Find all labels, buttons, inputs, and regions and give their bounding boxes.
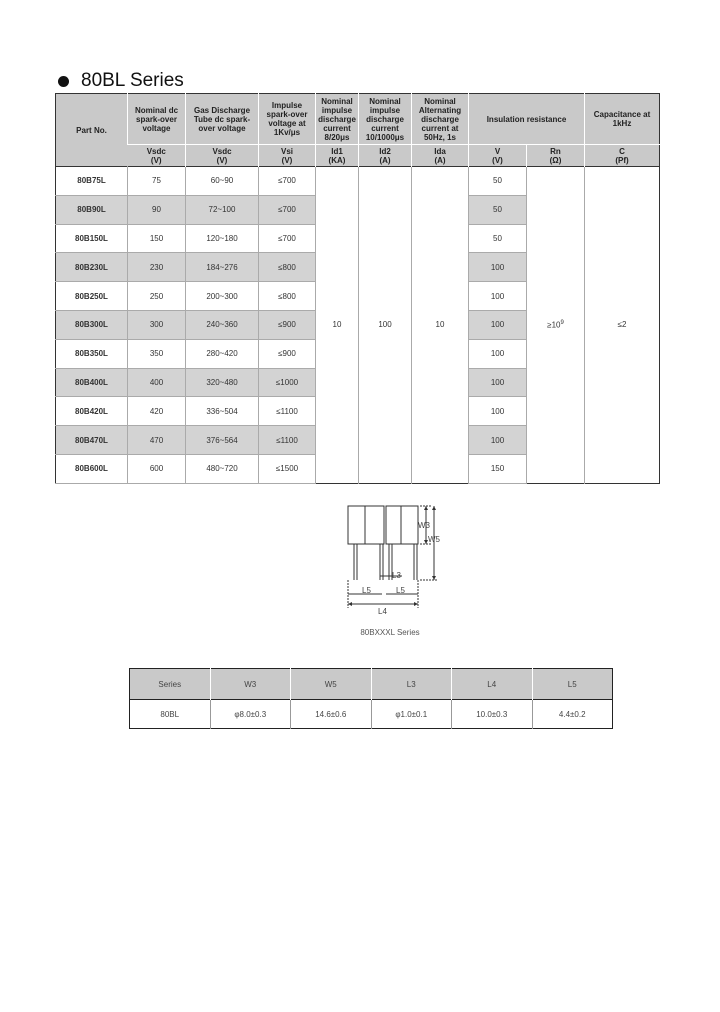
cell-impulse: ≤800 bbox=[259, 253, 316, 282]
cell-impulse: ≤700 bbox=[259, 195, 316, 224]
cell-c: ≤2 bbox=[585, 167, 660, 484]
unit-id1 bbox=[316, 145, 359, 167]
table-row bbox=[130, 700, 613, 729]
right-device-body bbox=[386, 506, 418, 544]
unit-vsdc2 bbox=[186, 145, 259, 167]
cell-v: 50 bbox=[469, 195, 527, 224]
unit-symbol: Ida bbox=[434, 146, 446, 156]
header-impulse: Impulse spark-over voltage at 1Kv/μs bbox=[259, 94, 316, 145]
header-nominal-dc: Nominal dc spark-over voltage bbox=[128, 94, 186, 145]
cell-part: 80B470L bbox=[56, 426, 128, 455]
cell-v: 100 bbox=[469, 426, 527, 455]
cell-nominal: 75 bbox=[128, 167, 186, 196]
unit-label: (Ω) bbox=[549, 155, 562, 165]
cell-part: 80B600L bbox=[56, 454, 128, 483]
cell-range: 280~420 bbox=[186, 339, 259, 368]
arrow-head bbox=[414, 602, 418, 606]
unit-symbol: Id2 bbox=[379, 146, 391, 156]
unit-symbol: Vsdc bbox=[146, 146, 166, 156]
cell-part: 80B420L bbox=[56, 397, 128, 426]
cell-range: 376~564 bbox=[186, 426, 259, 455]
unit-label: (V) bbox=[492, 155, 503, 165]
dims-header: L3 bbox=[371, 669, 452, 700]
cell-impulse: ≤800 bbox=[259, 282, 316, 311]
header-gas-discharge: Gas Discharge Tube dc spark-over voltage bbox=[186, 94, 259, 145]
cell-impulse: ≤1100 bbox=[259, 426, 316, 455]
cell-impulse: ≤1500 bbox=[259, 454, 316, 483]
dims-header: L5 bbox=[532, 669, 613, 700]
dims-cell: 14.6±0.6 bbox=[291, 700, 372, 729]
cell-nominal: 230 bbox=[128, 253, 186, 282]
header-part-no: Part No. bbox=[56, 94, 128, 167]
cell-part: 80B300L bbox=[56, 310, 128, 339]
dims-header: L4 bbox=[452, 669, 533, 700]
cell-nominal: 400 bbox=[128, 368, 186, 397]
unit-symbol: Rn bbox=[550, 146, 561, 156]
dims-header: W3 bbox=[210, 669, 291, 700]
dims-header: W5 bbox=[291, 669, 372, 700]
cell-impulse: ≤900 bbox=[259, 339, 316, 368]
cell-v: 100 bbox=[469, 310, 527, 339]
unit-id2 bbox=[359, 145, 412, 167]
unit-symbol: Vsdc bbox=[212, 146, 232, 156]
arrow-head bbox=[424, 506, 428, 510]
unit-label: (Pf) bbox=[615, 155, 629, 165]
cell-v: 100 bbox=[469, 282, 527, 311]
cell-nominal: 150 bbox=[128, 224, 186, 253]
cell-impulse: ≤700 bbox=[259, 224, 316, 253]
unit-v bbox=[469, 145, 527, 167]
unit-vsdc bbox=[128, 145, 186, 167]
arrow-head bbox=[432, 576, 436, 580]
label-l5-right: L5 bbox=[396, 586, 405, 595]
series-title-text: 80BL Series bbox=[81, 70, 184, 91]
dims-header: Series bbox=[130, 669, 211, 700]
dims-cell: φ8.0±0.3 bbox=[210, 700, 291, 729]
bullet-icon bbox=[58, 76, 69, 87]
cell-nominal: 250 bbox=[128, 282, 186, 311]
cell-impulse: ≤900 bbox=[259, 310, 316, 339]
unit-label: (V) bbox=[281, 155, 293, 165]
dims-cell: φ1.0±0.1 bbox=[371, 700, 452, 729]
unit-vsi bbox=[259, 145, 316, 167]
cell-nominal: 350 bbox=[128, 339, 186, 368]
cell-part: 80B400L bbox=[56, 368, 128, 397]
cell-part: 80B75L bbox=[56, 167, 128, 196]
rn-exponent: 9 bbox=[560, 320, 564, 327]
arrow-head bbox=[348, 602, 352, 606]
cell-v: 100 bbox=[469, 397, 527, 426]
cell-v: 50 bbox=[469, 224, 527, 253]
left-device-body bbox=[348, 506, 384, 544]
unit-symbol: V bbox=[494, 146, 501, 156]
cell-part: 80B250L bbox=[56, 282, 128, 311]
dimensions-table bbox=[129, 668, 613, 729]
cell-id1: 10 bbox=[316, 167, 359, 484]
header-impulse-10-1000: Nominal impulse discharge current 10/1000μs bbox=[359, 94, 412, 145]
cell-part: 80B230L bbox=[56, 253, 128, 282]
spec-table bbox=[55, 93, 660, 484]
unit-label: (V) bbox=[216, 155, 228, 165]
cell-nominal: 300 bbox=[128, 310, 186, 339]
unit-label: (A) bbox=[379, 155, 391, 165]
header-impulse-8-20: Nominal impulse discharge current 8/20μs bbox=[316, 94, 359, 145]
cell-range: 72~100 bbox=[186, 195, 259, 224]
cell-part: 80B150L bbox=[56, 224, 128, 253]
cell-range: 200~300 bbox=[186, 282, 259, 311]
cell-nominal: 470 bbox=[128, 426, 186, 455]
cell-range: 240~360 bbox=[186, 310, 259, 339]
cell-v: 100 bbox=[469, 368, 527, 397]
cell-range: 320~480 bbox=[186, 368, 259, 397]
cell-v: 100 bbox=[469, 339, 527, 368]
dimensions-header-row bbox=[130, 669, 613, 700]
table-row bbox=[56, 167, 660, 196]
arrow-head bbox=[432, 506, 436, 510]
cell-range: 184~276 bbox=[186, 253, 259, 282]
cell-v: 100 bbox=[469, 253, 527, 282]
header-alternating: Nominal Alternating discharge current at 50Hz, 1s bbox=[412, 94, 469, 145]
diagram-caption: 80BXXXL Series bbox=[360, 628, 420, 637]
unit-symbol: C bbox=[619, 146, 625, 156]
cell-rn bbox=[527, 167, 585, 484]
dims-cell: 10.0±0.3 bbox=[452, 700, 533, 729]
series-title bbox=[58, 70, 184, 92]
label-l3: L3 bbox=[392, 571, 401, 580]
unit-rn bbox=[527, 145, 585, 167]
dims-cell: 80BL bbox=[130, 700, 211, 729]
rn-value: ≥10 bbox=[547, 320, 561, 330]
cell-impulse: ≤1100 bbox=[259, 397, 316, 426]
cell-nominal: 90 bbox=[128, 195, 186, 224]
header-capacitance: Capacitance at 1kHz bbox=[585, 94, 660, 145]
cell-v: 150 bbox=[469, 454, 527, 483]
label-l4: L4 bbox=[378, 607, 387, 616]
unit-label: (KA) bbox=[328, 155, 346, 165]
cell-part: 80B90L bbox=[56, 195, 128, 224]
dims-cell: 4.4±0.2 bbox=[532, 700, 613, 729]
unit-label: (A) bbox=[434, 155, 446, 165]
cell-part: 80B350L bbox=[56, 339, 128, 368]
cell-impulse: ≤700 bbox=[259, 167, 316, 196]
cell-range: 480~720 bbox=[186, 454, 259, 483]
label-l5-left: L5 bbox=[362, 586, 371, 595]
cell-nominal: 600 bbox=[128, 454, 186, 483]
component-dimension-diagram bbox=[340, 498, 450, 628]
label-w3: W3 bbox=[418, 521, 430, 530]
unit-c bbox=[585, 145, 660, 167]
cell-ida: 10 bbox=[412, 167, 469, 484]
unit-symbol: Vsi bbox=[280, 146, 293, 156]
unit-label: (V) bbox=[150, 155, 162, 165]
cell-range: 120~180 bbox=[186, 224, 259, 253]
unit-ida bbox=[412, 145, 469, 167]
cell-nominal: 420 bbox=[128, 397, 186, 426]
cell-v: 50 bbox=[469, 167, 527, 196]
unit-symbol: Id1 bbox=[331, 146, 343, 156]
cell-id2: 100 bbox=[359, 167, 412, 484]
cell-range: 60~90 bbox=[186, 167, 259, 196]
label-w5: W5 bbox=[428, 535, 440, 544]
header-insulation: Insulation resistance bbox=[469, 94, 585, 145]
cell-range: 336~504 bbox=[186, 397, 259, 426]
cell-impulse: ≤1000 bbox=[259, 368, 316, 397]
